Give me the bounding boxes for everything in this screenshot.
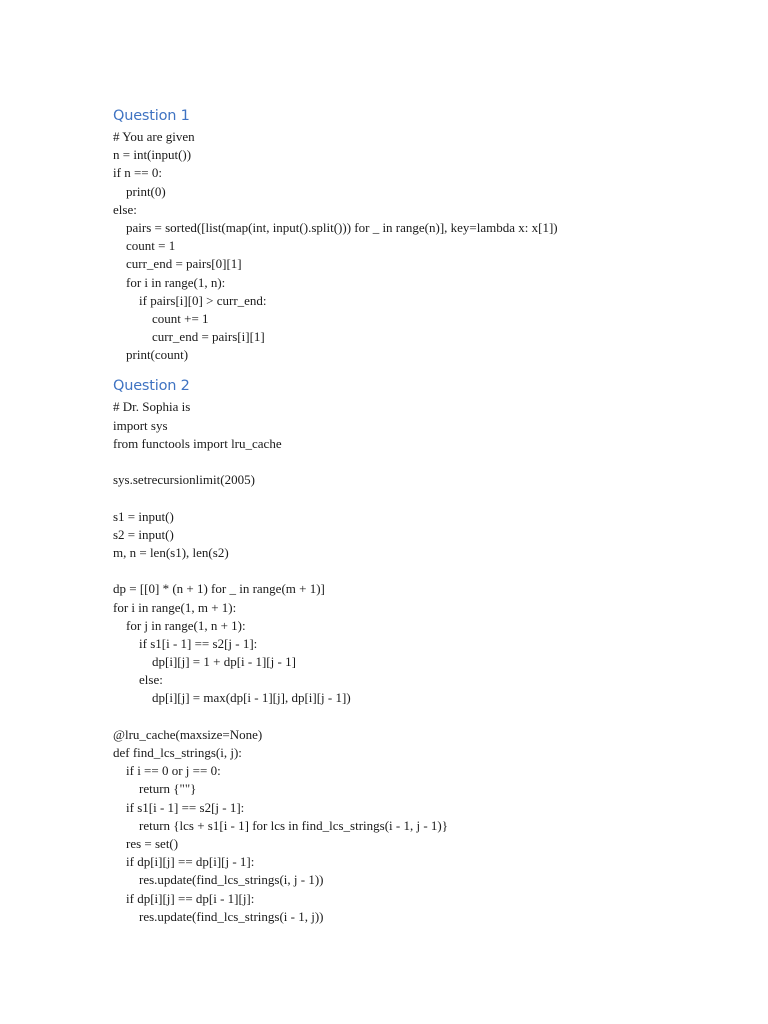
code-line: # You are given <box>113 129 195 144</box>
code-line: def find_lcs_strings(i, j): <box>113 745 242 760</box>
code-line: sys.setrecursionlimit(2005) <box>113 472 255 488</box>
code-line: pairs = sorted([list(map(int, input().split())) for _ in range(n)], key=lambda x: x[1]) <box>113 219 558 235</box>
code-line: return {lcs + s1[i - 1] for lcs in find_lcs_strings(i - 1, j - 1)} <box>113 817 449 833</box>
question-2-heading: Question 2 <box>113 378 190 395</box>
question-1-heading: Question 1 <box>113 108 190 124</box>
code-line: dp[i][j] = max(dp[i - 1][j], dp[i][j - 1]) <box>113 690 351 706</box>
code-line: res.update(find_lcs_strings(i, j - 1)) <box>113 872 324 888</box>
code-line: s2 = input() <box>113 526 174 542</box>
code-line <box>113 708 748 726</box>
code-line: else: <box>113 672 163 688</box>
code-line: if dp[i][j] == dp[i - 1][j]: <box>113 890 255 906</box>
question-1-section <box>113 104 748 364</box>
code-line: return {""} <box>113 781 197 797</box>
code-line: for i in range(1, n): <box>113 274 226 290</box>
code-line: dp = [[0] * (n + 1) for _ in range(m + 1)] <box>113 581 325 597</box>
question-2-section <box>113 374 748 925</box>
code-line: @lru_cache(maxsize=None) <box>113 726 263 742</box>
code-line: else: <box>113 201 137 217</box>
code-line: n = int(input()) <box>113 147 192 163</box>
code-line: if dp[i][j] == dp[i][j - 1]: <box>113 854 255 870</box>
code-line: # Dr. Sophia is <box>113 399 191 415</box>
code-line: if i == 0 or j == 0: <box>113 763 221 779</box>
code-line: curr_end = pairs[i][1] <box>113 329 265 345</box>
code-line: if s1[i - 1] == s2[j - 1]: <box>113 799 245 815</box>
code-line: for j in range(1, n + 1): <box>113 617 246 633</box>
code-line: import sys <box>113 417 168 433</box>
document-page <box>113 104 748 926</box>
code-line: from functools import lru_cache <box>113 435 282 451</box>
code-line <box>113 562 748 580</box>
code-line: if n == 0: <box>113 165 162 181</box>
code-line: dp[i][j] = 1 + dp[i - 1][j - 1] <box>113 654 296 670</box>
code-line: res.update(find_lcs_strings(i - 1, j)) <box>113 908 324 924</box>
question-1-code <box>113 128 748 364</box>
code-line <box>113 489 748 507</box>
question-2-code <box>113 398 748 925</box>
code-line <box>113 453 748 471</box>
code-line: for i in range(1, m + 1): <box>113 599 237 615</box>
code-line: print(count) <box>113 347 189 363</box>
code-line: if pairs[i][0] > curr_end: <box>113 292 267 308</box>
code-line: count += 1 <box>113 310 209 326</box>
section-gap <box>113 364 748 374</box>
code-line: print(0) <box>113 183 166 199</box>
code-line: count = 1 <box>113 238 176 254</box>
code-line: curr_end = pairs[0][1] <box>113 256 242 272</box>
code-line: if s1[i - 1] == s2[j - 1]: <box>113 635 258 651</box>
code-line: res = set() <box>113 835 179 851</box>
code-line: s1 = input() <box>113 508 174 524</box>
code-line: m, n = len(s1), len(s2) <box>113 544 229 560</box>
